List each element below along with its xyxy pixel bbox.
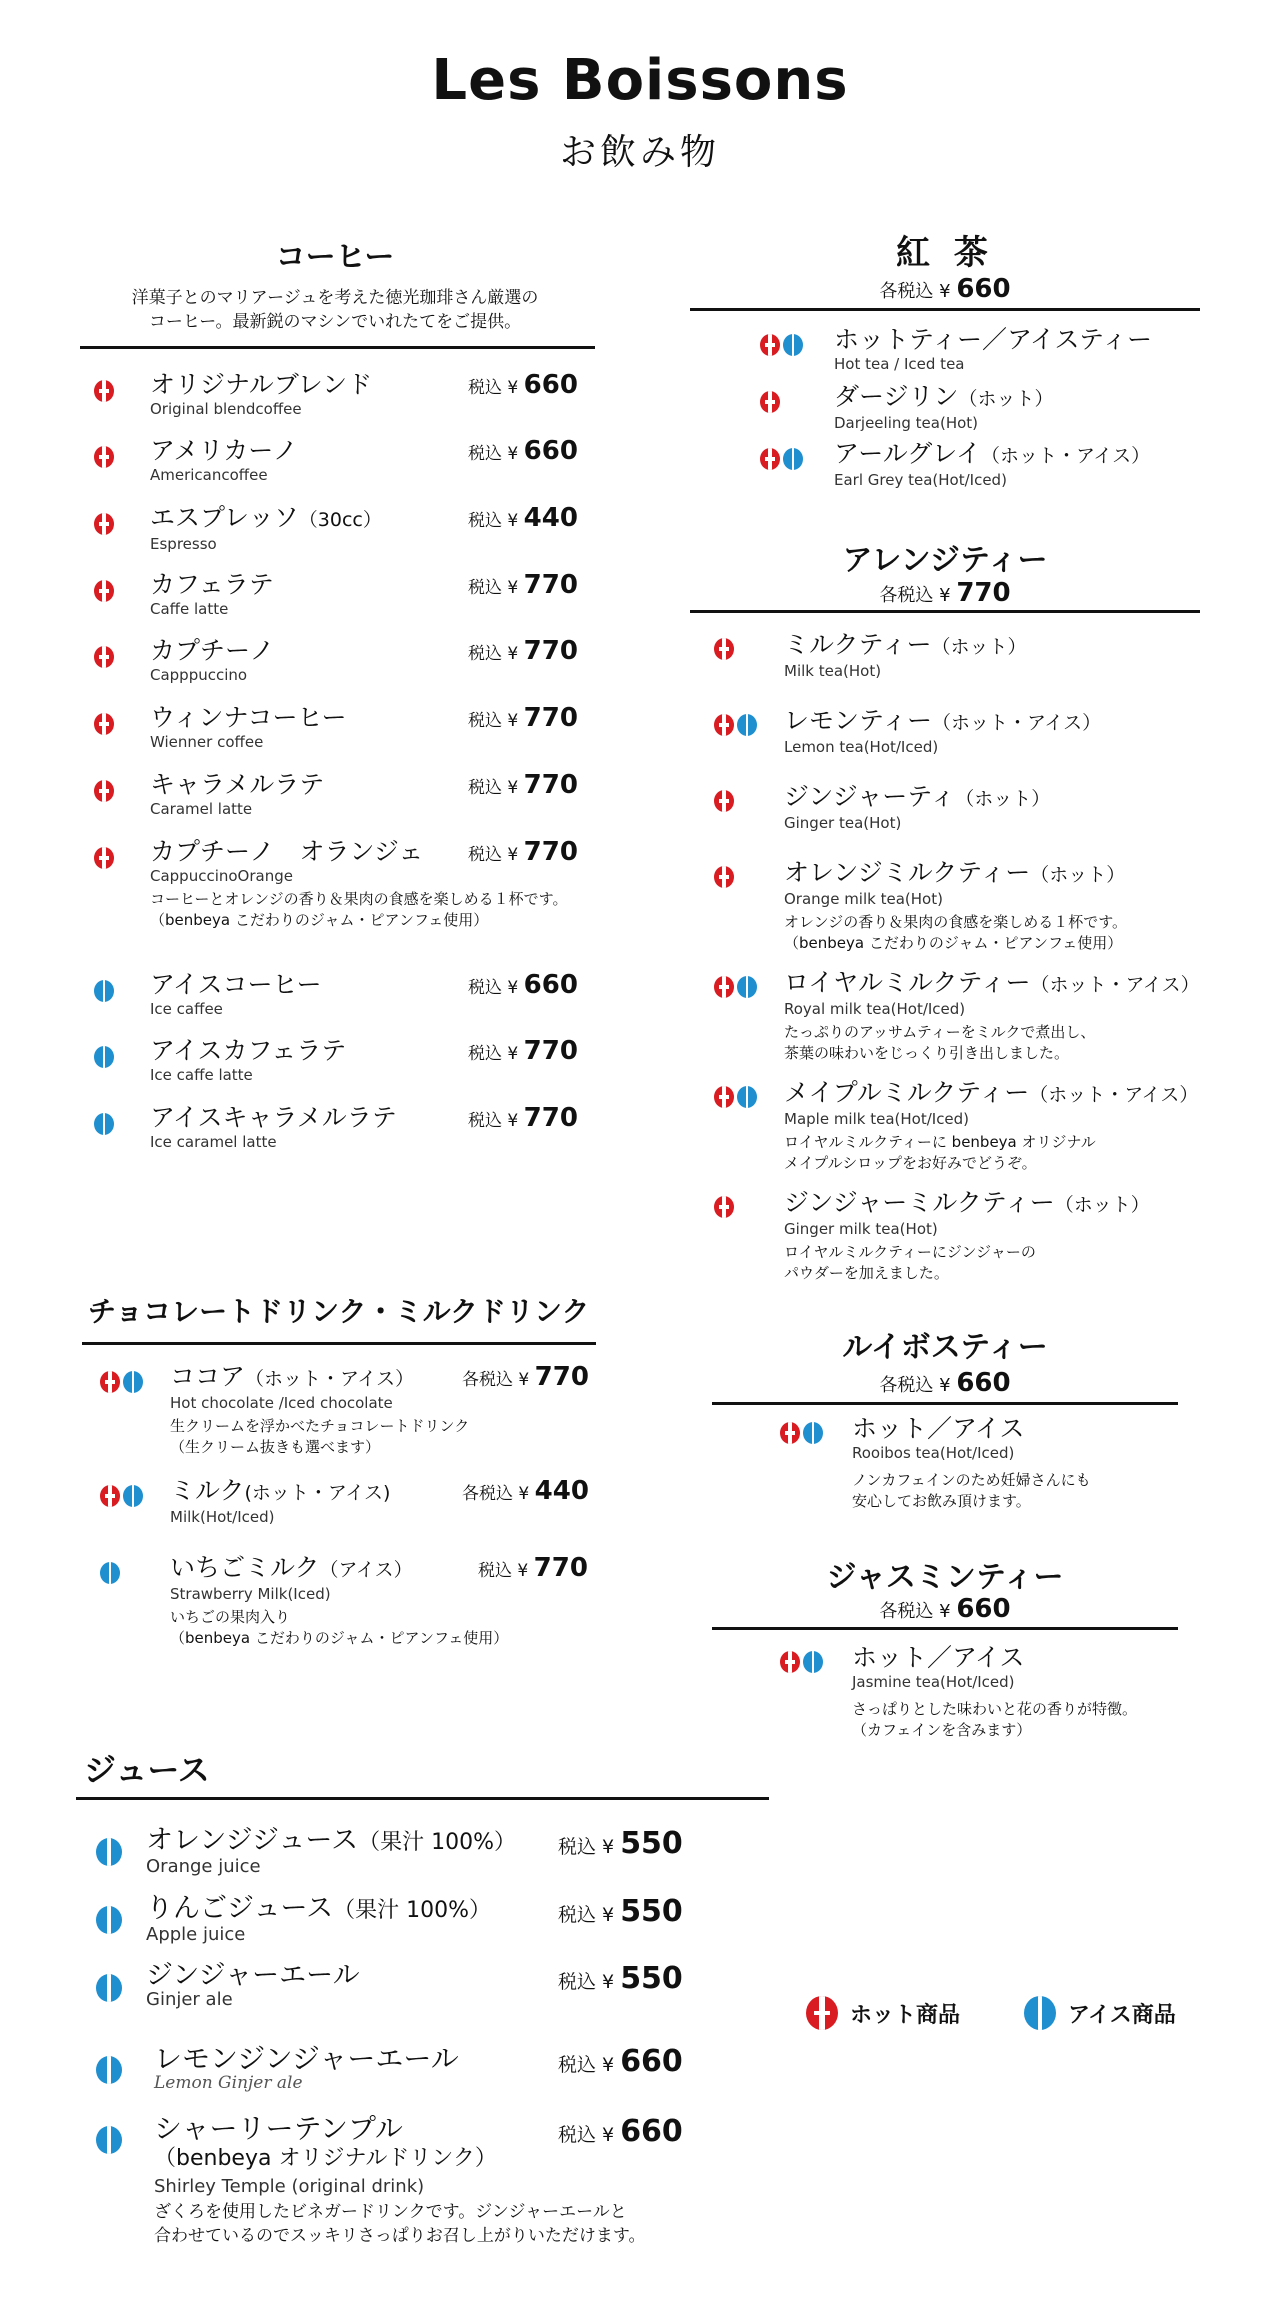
price-value: 770 — [523, 1103, 578, 1133]
hot-ice-icon-group — [714, 1086, 757, 1108]
item-type: （ホット・アイス） — [932, 712, 1102, 734]
price-value: 660 — [956, 1594, 1011, 1624]
ice-icon — [96, 1838, 122, 1866]
price-value: 660 — [956, 274, 1011, 304]
hot-icon — [100, 1371, 120, 1393]
item-note: たっぷりのアッサムティーをミルクで煮出し、 — [784, 1023, 1096, 1041]
item-name-en: Americancoffee — [150, 466, 268, 484]
ice-icon — [783, 448, 803, 470]
item-name-ja: カフェラテ — [150, 570, 274, 599]
item-price — [462, 1476, 589, 1506]
price-value: 440 — [523, 503, 578, 533]
hot-icon — [714, 1196, 734, 1218]
hot-icon — [94, 713, 114, 735]
price-value: 770 — [534, 1362, 589, 1392]
ice-icon-group — [96, 2126, 122, 2154]
item-type: （ホット・アイス） — [245, 1368, 415, 1390]
price-value: 660 — [956, 1368, 1011, 1398]
hot-icon — [714, 790, 734, 812]
price-value: 440 — [534, 1476, 589, 1506]
ice-icon — [803, 1651, 823, 1673]
item-name-ja: いちごミルク — [170, 1553, 320, 1582]
ice-icon — [100, 1562, 120, 1584]
menu-item — [146, 1894, 491, 1944]
item-price — [468, 436, 578, 466]
juice-divider — [76, 1797, 769, 1800]
menu-item — [150, 436, 298, 484]
item-name-en: Ginger tea(Hot) — [784, 814, 902, 832]
tax-label: 税込 ¥ — [558, 1904, 615, 1926]
hot-icon-group — [714, 1196, 734, 1218]
item-name-en: Earl Grey tea(Hot/Iced) — [834, 471, 1007, 489]
ice-icon — [94, 1113, 114, 1135]
item-name-en: Rooibos tea(Hot/Iced) — [852, 1444, 1015, 1462]
hot-icon — [94, 446, 114, 468]
item-name-en: Shirley Temple (original drink) — [154, 2176, 425, 2197]
hot-icon — [714, 1086, 734, 1108]
item-note: コーヒーとオレンジの香り＆果肉の食感を楽しめる１杯です。 — [150, 890, 568, 908]
jasmine-divider — [712, 1627, 1178, 1630]
item-name-ja: キャラメルラテ — [150, 770, 325, 799]
hot-icon-group — [714, 790, 734, 812]
ice-icon — [737, 976, 757, 998]
item-name-ja-sub: （benbeya オリジナルドリンク） — [154, 2146, 497, 2171]
arrange-price — [690, 578, 1200, 608]
item-price — [462, 1362, 589, 1392]
price-value: 550 — [620, 1894, 683, 1929]
item-price — [468, 1036, 578, 1066]
ice-icon — [803, 1422, 823, 1444]
item-name-ja: ホットティー／アイスティー — [834, 325, 1153, 354]
item-note: 生クリームを浮かべたチョコレートドリンク — [170, 1417, 470, 1435]
price-value: 550 — [620, 1826, 683, 1861]
menu-item — [784, 782, 1050, 832]
tax-label: 各税込 ¥ — [879, 1601, 951, 1622]
ice-icon — [96, 1974, 122, 2002]
ice-icon — [123, 1485, 143, 1507]
item-note: ざくろを使用したビネガードリンクです。ジンジャーエールと — [154, 2202, 627, 2222]
hot-icon-group — [94, 446, 114, 468]
hot-ice-icon-group — [714, 714, 757, 736]
menu-item — [154, 2044, 459, 2092]
menu-item — [146, 1961, 360, 2009]
menu-item — [170, 1476, 390, 1526]
jasmine-price — [712, 1594, 1178, 1624]
hot-icon — [94, 513, 114, 535]
item-name-ja: アイスカフェラテ — [150, 1036, 347, 1065]
tax-label: 税込 ¥ — [468, 511, 519, 531]
coffee-desc-line2: コーヒー。最新鋭のマシンでいれたてをご提供。 — [148, 312, 522, 332]
item-name-en: Hot tea / Iced tea — [834, 355, 965, 373]
item-type: （ホット） — [1054, 1194, 1150, 1216]
tea-price — [690, 274, 1200, 304]
item-note: いちごの果肉入り — [170, 1608, 291, 1626]
item-name-ja: オレンジミルクティー — [784, 858, 1031, 887]
menu-item — [784, 706, 1101, 756]
hot-ice-icon-group — [100, 1371, 143, 1393]
item-name-en: Hot chocolate /Iced chocolate — [170, 1394, 393, 1412]
price-value: 770 — [523, 703, 578, 733]
hot-icon-group — [94, 580, 114, 602]
price-value: 770 — [523, 570, 578, 600]
ice-icon-group — [94, 980, 114, 1002]
item-name-en: Original blendcoffee — [150, 400, 302, 418]
item-name-en: CappuccinoOrange — [150, 867, 293, 885]
item-price — [558, 2044, 683, 2079]
item-price — [558, 2114, 683, 2149]
price-value: 660 — [523, 970, 578, 1000]
item-name-en: Lemon Ginjer ale — [154, 2073, 303, 2093]
hot-icon-group — [760, 391, 780, 413]
price-value: 770 — [523, 770, 578, 800]
item-price — [468, 570, 578, 600]
item-name-ja: ホット／アイス — [852, 1414, 1025, 1443]
menu-item — [834, 325, 1152, 373]
price-value: 660 — [523, 436, 578, 466]
menu-item — [784, 630, 1027, 680]
hot-icon — [780, 1651, 800, 1673]
tax-label: 税込 ¥ — [468, 1044, 519, 1064]
tea-divider — [690, 308, 1200, 311]
item-name-en: Darjeeling tea(Hot) — [834, 414, 979, 432]
hot-ice-icon-group — [100, 1485, 143, 1507]
item-name-en: Caramel latte — [150, 800, 253, 818]
item-name-ja: アイスコーヒー — [150, 970, 322, 999]
hot-icon — [780, 1422, 800, 1444]
ice-icon-group — [94, 1046, 114, 1068]
menu-item — [784, 858, 1127, 954]
item-name-ja: ジンジャーエール — [146, 1960, 360, 1991]
item-name-en: Orange juice — [146, 1856, 261, 1877]
item-note: （benbeya こだわりのジャム・ピアンフェ使用） — [784, 934, 1123, 952]
menu-item — [150, 503, 382, 553]
item-price — [468, 703, 578, 733]
tea-title: 紅 茶 — [896, 233, 994, 273]
rooibos-divider — [712, 1402, 1178, 1405]
item-name-ja: ダージリン — [834, 382, 959, 411]
legend-hot — [806, 1996, 960, 2030]
item-name-en: Ice caramel latte — [150, 1133, 277, 1151]
item-type: （ホット） — [955, 788, 1051, 810]
menu-item — [150, 570, 274, 618]
rooibos-price — [712, 1368, 1178, 1398]
rooibos-title: ルイボスティー — [842, 1330, 1048, 1365]
item-name-ja: ホット／アイス — [852, 1643, 1025, 1672]
page-subtitle: お飲み物 — [559, 132, 720, 173]
item-name-ja: レモンジンジャーエール — [154, 2042, 459, 2075]
hot-icon — [714, 976, 734, 998]
item-price — [468, 770, 578, 800]
item-name-en: Wienner coffee — [150, 733, 264, 751]
juice-title: ジュース — [84, 1751, 210, 1789]
menu-item — [150, 703, 347, 751]
tax-label: 税込 ¥ — [558, 1836, 615, 1858]
page-title: Les Boissons — [431, 48, 849, 113]
item-note: さっぱりとした味わいと花の香りが特徴。 — [852, 1700, 1138, 1718]
coffee-title: コーヒー — [275, 240, 395, 275]
hot-icon — [760, 334, 780, 356]
item-name-ja: ジンジャーティ — [784, 782, 956, 811]
ice-icon-group — [96, 1974, 122, 2002]
item-name-ja: シャーリーテンプル — [154, 2112, 403, 2145]
item-name-en: Strawberry Milk(Iced) — [170, 1585, 331, 1603]
ice-icon-group — [94, 1113, 114, 1135]
item-note: ノンカフェインのため妊婦さんにも — [852, 1471, 1091, 1489]
item-name-ja: カプチーノ — [150, 636, 275, 665]
hot-ice-icon-group — [760, 448, 803, 470]
hot-icon-group — [94, 780, 114, 802]
hot-icon — [94, 847, 114, 869]
tax-label: 税込 ¥ — [468, 644, 519, 664]
legend-ice-label: アイス商品 — [1068, 2002, 1176, 2028]
ice-icon-group — [96, 1906, 122, 1934]
item-name-en: Caffe latte — [150, 600, 229, 618]
tax-label: 税込 ¥ — [478, 1561, 529, 1581]
menu-item — [784, 1188, 1150, 1284]
item-price — [468, 636, 578, 666]
ice-icon-group — [96, 1838, 122, 1866]
choco-divider — [82, 1342, 596, 1345]
hot-icon — [714, 714, 734, 736]
hot-icon — [760, 448, 780, 470]
tax-label: 税込 ¥ — [468, 711, 519, 731]
ice-icon — [96, 1906, 122, 1934]
price-value: 770 — [523, 1036, 578, 1066]
item-name-en: Milk tea(Hot) — [784, 662, 882, 680]
tax-label: 税込 ¥ — [468, 978, 519, 998]
item-name-en: Ginger milk tea(Hot) — [784, 1220, 938, 1238]
item-name-ja: ミルク — [170, 1476, 245, 1505]
item-name-ja: ウィンナコーヒー — [150, 703, 347, 732]
item-name-ja: アールグレイ — [834, 439, 982, 468]
item-note: 茶葉の味わいをじっくり引き出しました。 — [784, 1044, 1070, 1062]
hot-ice-icon-group — [714, 976, 757, 998]
item-name-en: Ice caffee — [150, 1000, 223, 1018]
hot-icon-group — [714, 638, 734, 660]
ice-icon-group — [96, 2056, 122, 2084]
hot-icon — [714, 866, 734, 888]
hot-ice-icon-group — [780, 1651, 823, 1673]
ice-icon — [96, 2126, 122, 2154]
ice-icon — [123, 1371, 143, 1393]
item-price — [558, 1826, 683, 1861]
item-name-ja: ミルクティー — [784, 630, 932, 659]
item-type: （ホット・アイス） — [1030, 974, 1200, 996]
item-price — [468, 370, 578, 400]
item-name-en: Jasmine tea(Hot/Iced) — [852, 1673, 1015, 1691]
menu-item — [150, 370, 372, 418]
tax-label: 各税込 ¥ — [879, 585, 951, 606]
menu-item — [150, 1103, 397, 1151]
coffee-description — [80, 286, 590, 334]
item-name-en: Milk(Hot/Iced) — [170, 1508, 275, 1526]
item-note: 合わせているのでスッキリさっぱりお召し上がりいただけます。 — [154, 2226, 646, 2246]
tax-label: 各税込 ¥ — [462, 1370, 530, 1390]
menu-item — [784, 1078, 1198, 1174]
item-spec: （果汁 100%） — [333, 1898, 492, 1923]
ice-icon-group — [100, 1562, 120, 1584]
ice-icon — [1024, 1996, 1056, 2030]
item-name-en: Ginjer ale — [146, 1989, 233, 2010]
item-note: （benbeya こだわりのジャム・ピアンフェ使用） — [170, 1629, 509, 1647]
menu-item — [170, 1553, 508, 1649]
menu-item — [852, 1643, 1137, 1741]
menu-item — [834, 439, 1150, 489]
item-name-en: Royal milk tea(Hot/Iced) — [784, 1000, 966, 1018]
item-name-ja: ジンジャーミルクティー — [784, 1188, 1055, 1217]
price-value: 660 — [620, 2114, 683, 2149]
menu-item — [150, 636, 275, 684]
hot-icon — [100, 1485, 120, 1507]
item-name-en: Ice caffe latte — [150, 1066, 253, 1084]
arrange-title: アレンジティー — [842, 543, 1048, 578]
item-type: （ホット） — [1030, 864, 1126, 886]
menu-item — [150, 970, 322, 1018]
item-name-en: Capppuccino — [150, 666, 248, 684]
item-type: （ホット） — [931, 636, 1027, 658]
price-value: 660 — [620, 2044, 683, 2079]
legend-ice — [1024, 1996, 1176, 2030]
price-value: 770 — [523, 636, 578, 666]
item-name-ja: オリジナルブレンド — [150, 370, 373, 399]
item-price — [558, 1894, 683, 1929]
tax-label: 税込 ¥ — [468, 578, 519, 598]
item-note: オレンジの香り＆果肉の食感を楽しめる１杯です。 — [784, 913, 1128, 931]
tax-label: 税込 ¥ — [468, 845, 519, 865]
item-price — [468, 503, 578, 533]
item-note: （benbeya こだわりのジャム・ピアンフェ使用） — [150, 911, 489, 929]
item-spec: （果汁 100%） — [358, 1830, 516, 1855]
tax-label: 税込 ¥ — [468, 444, 519, 464]
ice-icon — [96, 2056, 122, 2084]
price-value: 770 — [523, 837, 578, 867]
choco-title: チョコレートドリンク・ミルクドリンク — [88, 1295, 590, 1328]
tax-label: 税込 ¥ — [558, 2054, 615, 2076]
ice-icon — [737, 714, 757, 736]
item-name-en: Apple juice — [146, 1924, 246, 1945]
ice-icon — [94, 1046, 114, 1068]
ice-icon — [783, 334, 803, 356]
item-price — [478, 1553, 588, 1583]
hot-icon — [94, 646, 114, 668]
menu-item — [150, 1036, 346, 1084]
item-name-ja: アイスキャラメルラテ — [150, 1103, 397, 1132]
jasmine-title: ジャスミンティー — [826, 1560, 1064, 1595]
item-note: 安心してお飲み頂けます。 — [852, 1492, 1031, 1510]
menu-item — [150, 770, 324, 818]
coffee-desc-line1: 洋菓子とのマリアージュを考えた徳光珈琲さん厳選の — [131, 288, 539, 308]
hot-icon-group — [94, 847, 114, 869]
hot-ice-icon-group — [760, 334, 803, 356]
item-name-en: Orange milk tea(Hot) — [784, 890, 943, 908]
item-price — [468, 1103, 578, 1133]
item-type: (ホット・アイス) — [244, 1482, 391, 1504]
item-name-ja: りんごジュース — [146, 1893, 334, 1924]
item-name-ja: オレンジジュース — [146, 1825, 359, 1856]
item-price — [468, 837, 578, 867]
tax-label: 税込 ¥ — [468, 378, 519, 398]
ice-icon — [737, 1086, 757, 1108]
item-price — [468, 970, 578, 1000]
hot-icon — [94, 780, 114, 802]
price-value: 660 — [523, 370, 578, 400]
hot-icon — [94, 380, 114, 402]
ice-icon — [94, 980, 114, 1002]
item-note: ロイヤルミルクティーに benbeya オリジナル — [784, 1133, 1096, 1151]
item-name-ja: メイプルミルクティー — [784, 1078, 1030, 1107]
hot-icon — [94, 580, 114, 602]
item-name-en: Espresso — [150, 535, 217, 553]
item-type: （ホット・アイス） — [981, 445, 1151, 467]
item-type: （ホット） — [958, 388, 1054, 410]
price-value: 770 — [956, 578, 1011, 608]
item-name-ja: レモンティー — [784, 706, 933, 735]
hot-icon-group — [714, 866, 734, 888]
item-size: （30cc） — [298, 509, 382, 531]
menu-item — [146, 1826, 516, 1876]
price-value: 550 — [620, 1961, 683, 1996]
hot-icon-group — [94, 513, 114, 535]
tax-label: 税込 ¥ — [468, 1111, 519, 1131]
item-price — [558, 1961, 683, 1996]
item-note: （生クリーム抜きも選べます） — [170, 1438, 381, 1456]
tax-label: 税込 ¥ — [558, 1971, 615, 1993]
item-name-en: Maple milk tea(Hot/Iced) — [784, 1110, 970, 1128]
hot-icon — [714, 638, 734, 660]
hot-icon — [760, 391, 780, 413]
legend-hot-label: ホット商品 — [850, 2002, 961, 2028]
item-name-ja: アメリカーノ — [150, 436, 298, 465]
hot-icon-group — [94, 380, 114, 402]
item-note: パウダーを加えました。 — [784, 1264, 949, 1282]
arrange-divider — [690, 610, 1200, 613]
hot-ice-icon-group — [780, 1422, 823, 1444]
hot-icon — [806, 1996, 838, 2030]
item-type: （アイス） — [319, 1559, 413, 1581]
menu-item — [834, 382, 1054, 432]
tax-label: 各税込 ¥ — [879, 281, 951, 302]
menu-item — [852, 1414, 1091, 1512]
item-note: メイプルシロップをお好みでどうぞ。 — [784, 1154, 1037, 1172]
menu-item — [784, 968, 1200, 1064]
item-note: ロイヤルミルクティーにジンジャーの — [784, 1243, 1036, 1261]
item-type: （ホット・アイス） — [1029, 1084, 1199, 1106]
item-name-ja: ロイヤルミルクティー — [784, 968, 1031, 997]
coffee-divider — [80, 346, 595, 349]
item-name-ja: カプチーノ オランジェ — [150, 837, 424, 866]
tax-label: 税込 ¥ — [468, 778, 519, 798]
hot-icon-group — [94, 646, 114, 668]
menu-item — [170, 1362, 469, 1458]
item-name-ja: エスプレッソ — [150, 503, 299, 532]
tax-label: 税込 ¥ — [558, 2124, 615, 2146]
item-name-en: Lemon tea(Hot/Iced) — [784, 738, 939, 756]
hot-icon-group — [94, 713, 114, 735]
item-name-ja: ココア — [170, 1362, 246, 1391]
tax-label: 各税込 ¥ — [462, 1484, 530, 1504]
tax-label: 各税込 ¥ — [879, 1375, 951, 1396]
price-value: 770 — [533, 1553, 588, 1583]
item-note: （カフェインを含みます） — [852, 1721, 1032, 1739]
